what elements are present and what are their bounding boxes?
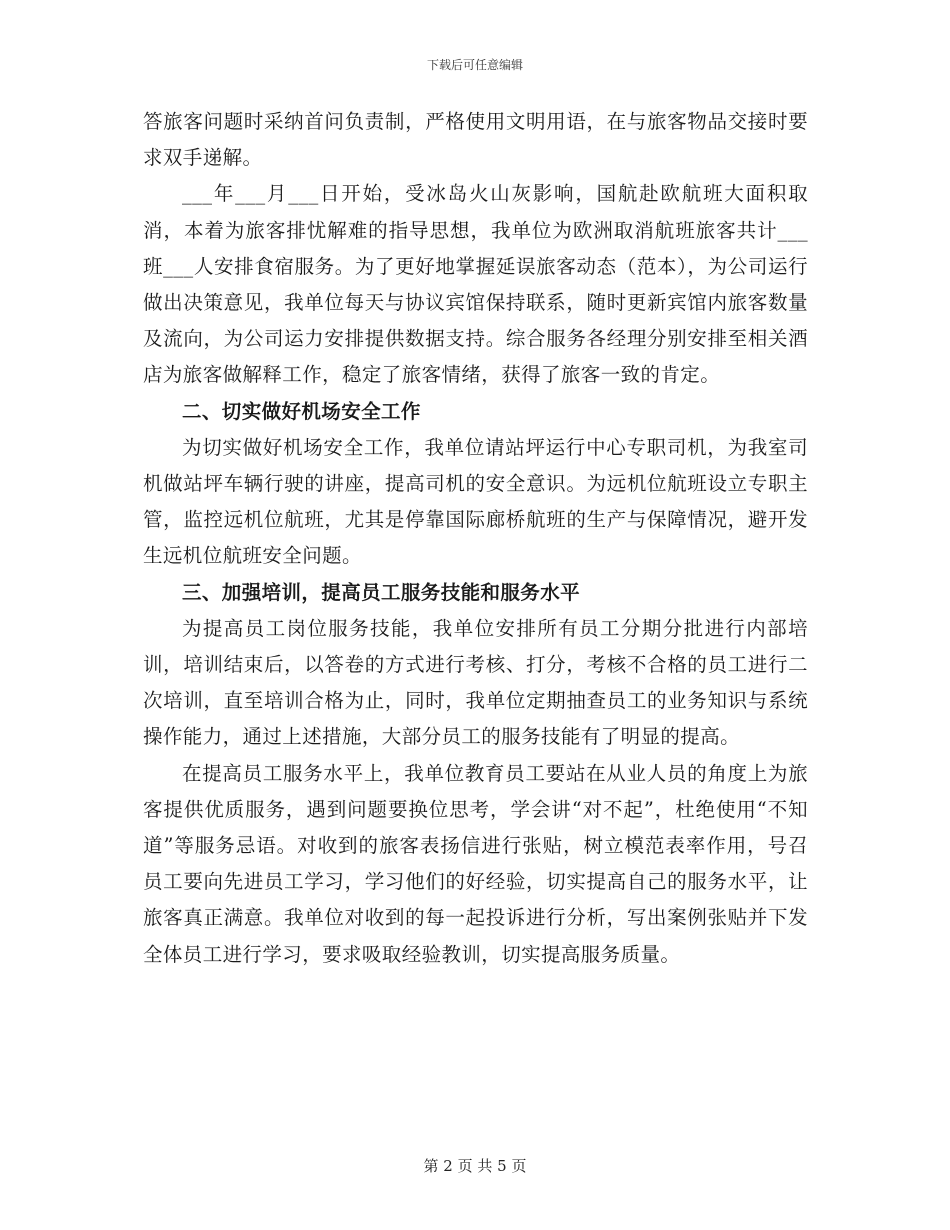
header-note: 下载后可任意编辑 <box>426 58 523 72</box>
paragraph-1: 答旅客问题时采纳首问负责制，严格使用文明用语，在与旅客物品交接时要求双手递解。 <box>143 110 808 170</box>
paragraph-4: 为提高员工岗位服务技能，我单位安排所有员工分期分批进行内部培训，培训结束后，以答卷的方式进行考核、打分，考核不合格的员工进行二次培训，直至培训合格为止，同时，我单位定期抽查员工的业务知识与系统操作能力，通过上述措施，大部分员工的服务技能有了明显的提高。 <box>143 616 808 749</box>
section-heading-2: 二、切实做好机场安全工作 <box>182 399 421 423</box>
paragraph-5: 在提高员工服务水平上，我单位教育员工要站在从业人员的角度上为旅客提供优质服务，遇到问题要换位思考，学会讲“对不起”，杜绝使用“不知道”等服务忌语。对收到的旅客表扬信进行张贴，树立模范表率作用，号召员工要向先进员工学习，学习他们的好经验，切实提高自己的服务水平，让旅客真正满意。我单位对收到的每一起投诉进行分析，写出案例张贴并下发全体员工进行学习，要求吸取经验教训，切实提高服务质量。 <box>143 761 808 966</box>
document-body <box>143 104 808 973</box>
section-heading-3: 三、加强培训，提高员工服务技能和服务水平 <box>182 580 581 604</box>
paragraph-3: 为切实做好机场安全工作，我单位请站坪运行中心专职司机，为我室司机做站坪车辆行驶的讲座，提高司机的安全意识。为远机位航班设立专职主管，监控远机位航班，尤其是停靠国际廊桥航班的生产与保障情况，避开发生远机位航班安全问题。 <box>143 435 808 568</box>
page-number: 第 2 页 共 5 页 <box>423 1157 527 1175</box>
paragraph-2: ___年___月___日开始，受冰岛火山灰影响，国航赴欧航班大面积取消，本着为旅客排忧解难的指导思想，我单位为欧洲取消航班旅客共计___班___人安排食宿服务。为了更好地掌握延误旅客动态（范本），为公司运行做出决策意见，我单位每天与协议宾馆保持联系，随时更新宾馆内旅客数量及流向，为公司运力安排提供数据支持。综合服务各经理分别安排至相关酒店为旅客做解释工作，稳定了旅客情绪，获得了旅客一致的肯定。 <box>143 182 808 387</box>
